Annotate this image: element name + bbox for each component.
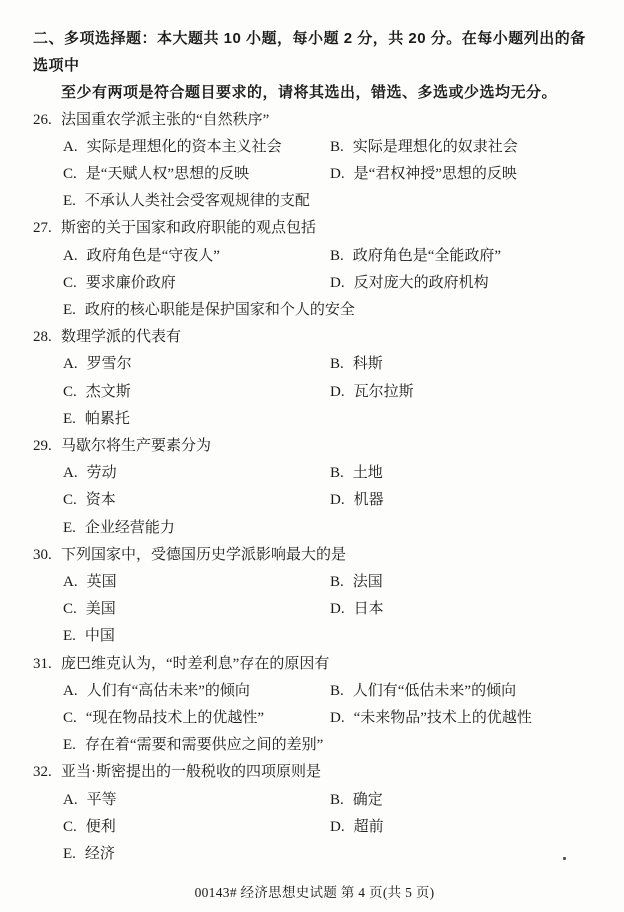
- option-label: A.: [63, 574, 78, 591]
- option-label: B.: [330, 138, 344, 155]
- option-label: B.: [330, 791, 344, 808]
- option-text: 平等: [86, 791, 117, 808]
- scan-artifact-dot: [563, 857, 566, 860]
- option-30-B: [330, 569, 596, 596]
- option-label: A.: [63, 682, 78, 699]
- option-text: 土地: [352, 465, 383, 482]
- option-text: 反对庞大的政府机构: [353, 274, 489, 291]
- option-text: 便利: [85, 818, 116, 835]
- option-text: 美国: [85, 601, 116, 618]
- option-label: E.: [63, 846, 76, 863]
- option-text: 要求廉价政府: [85, 274, 176, 291]
- option-label: C.: [63, 274, 77, 291]
- question-30: [33, 542, 596, 651]
- option-27-A: [63, 243, 330, 270]
- option-text: 资本: [85, 492, 116, 509]
- option-31-E: [63, 732, 596, 759]
- option-text: “现在物品技术上的优越性”: [85, 710, 265, 727]
- option-label: A.: [63, 138, 78, 155]
- option-28-D: [330, 379, 596, 406]
- option-28-B: [330, 351, 596, 378]
- option-label: D.: [330, 166, 345, 183]
- option-26-D: [330, 161, 596, 188]
- option-text: 企业经营能力: [84, 519, 175, 536]
- option-text: 是“天赋人权”思想的反映: [85, 166, 250, 183]
- option-29-B: [330, 460, 596, 487]
- option-label: E.: [63, 519, 76, 536]
- question-stem: 斯密的关于国家和政府职能的观点包括: [61, 220, 317, 237]
- option-text: 确定: [352, 791, 383, 808]
- option-text: 是“君权神授”思想的反映: [353, 166, 517, 183]
- option-text: “未来物品”技术上的优越性: [353, 710, 532, 727]
- question-number: 32.: [33, 764, 52, 781]
- option-label: C.: [63, 383, 77, 400]
- option-label: B.: [330, 356, 344, 373]
- option-text: 实际是理想化的资本主义社会: [86, 138, 282, 155]
- question-number: 29.: [33, 438, 52, 455]
- option-32-A: [63, 787, 330, 814]
- option-text: 不承认人类社会受客观规律的支配: [84, 193, 310, 210]
- question-28: [33, 324, 596, 433]
- option-29-C: [63, 487, 330, 514]
- option-text: 法国: [352, 574, 383, 591]
- option-31-C: [63, 705, 330, 732]
- question-stem: 下列国家中，受德国历史学派影响最大的是: [61, 546, 347, 563]
- option-29-D: [330, 487, 596, 514]
- option-text: 机器: [353, 492, 384, 509]
- question-number: 27.: [33, 220, 52, 237]
- option-label: C.: [63, 710, 77, 727]
- option-text: 杰文斯: [85, 383, 131, 400]
- option-26-A: [63, 134, 330, 161]
- question-27: [33, 215, 596, 324]
- option-30-C: [63, 596, 330, 623]
- option-label: A.: [63, 356, 78, 373]
- option-26-B: [330, 134, 596, 161]
- option-text: 实际是理想化的奴隶社会: [352, 138, 518, 155]
- option-label: C.: [63, 166, 77, 183]
- question-stem: 马歇尔将生产要素分为: [61, 438, 212, 455]
- question-stem: 法国重农学派主张的“自然秩序”: [61, 111, 270, 128]
- option-31-D: [330, 705, 596, 732]
- option-30-E: [63, 623, 596, 650]
- option-28-E: [63, 406, 596, 433]
- option-32-B: [330, 787, 596, 814]
- option-label: B.: [330, 574, 344, 591]
- option-text: 罗雪尔: [86, 356, 132, 373]
- option-text: 经济: [84, 846, 115, 863]
- option-label: C.: [63, 492, 77, 509]
- option-label: E.: [63, 193, 76, 210]
- option-29-A: [63, 460, 330, 487]
- option-text: 人们有“高估未来”的倾向: [86, 682, 250, 699]
- option-label: E.: [63, 628, 76, 645]
- option-label: D.: [330, 274, 345, 291]
- option-label: E.: [63, 302, 76, 319]
- option-label: A.: [63, 791, 78, 808]
- option-label: E.: [63, 737, 76, 754]
- option-text: 劳动: [86, 465, 117, 482]
- option-29-E: [63, 515, 596, 542]
- option-label: D.: [330, 383, 345, 400]
- option-label: B.: [330, 465, 344, 482]
- section-header-line2: 至少有两项是符合题目要求的，请将其选出，错选、多选或少选均无分。: [61, 84, 558, 102]
- question-stem: 庞巴维克认为，“时差利息”存在的原因有: [61, 655, 330, 672]
- option-28-A: [63, 351, 330, 378]
- option-label: C.: [63, 818, 77, 835]
- option-label: D.: [330, 492, 345, 509]
- option-text: 瓦尔拉斯: [353, 383, 414, 400]
- option-label: D.: [330, 818, 345, 835]
- option-31-B: [330, 678, 596, 705]
- section-header-line1: 二、多项选择题：本大题共 10 小题，每小题 2 分，共 20 分。在每小题列出的备选项中: [33, 30, 586, 75]
- option-27-C: [63, 270, 330, 297]
- option-30-A: [63, 569, 330, 596]
- option-31-A: [63, 678, 330, 705]
- question-stem: 亚当·斯密提出的一般税收的四项原则是: [61, 764, 321, 781]
- question-number: 26.: [33, 111, 52, 128]
- option-text: 政府角色是“全能政府”: [352, 247, 502, 264]
- question-26: [33, 107, 596, 216]
- option-32-D: [330, 814, 596, 841]
- question-number: 31.: [33, 655, 52, 672]
- option-text: 英国: [86, 574, 117, 591]
- option-32-C: [63, 814, 330, 841]
- option-label: A.: [63, 247, 78, 264]
- option-text: 超前: [353, 818, 384, 835]
- option-27-B: [330, 243, 596, 270]
- option-text: 中国: [84, 628, 115, 645]
- question-stem: 数理学派的代表有: [61, 329, 182, 346]
- option-27-E: [63, 297, 596, 324]
- question-32: [33, 759, 596, 868]
- option-28-C: [63, 379, 330, 406]
- option-32-E: [63, 841, 596, 868]
- option-label: A.: [63, 465, 78, 482]
- option-text: 人们有“低估未来”的倾向: [352, 682, 517, 699]
- option-26-E: [63, 188, 596, 215]
- option-label: D.: [330, 710, 345, 727]
- option-text: 科斯: [352, 356, 383, 373]
- question-number: 28.: [33, 329, 52, 346]
- option-26-C: [63, 161, 330, 188]
- page-footer: 00143# 经济思想史试题 第 4 页(共 5 页): [194, 885, 435, 901]
- option-label: D.: [330, 601, 345, 618]
- option-label: C.: [63, 601, 77, 618]
- question-31: [33, 651, 596, 760]
- option-text: 日本: [353, 601, 384, 618]
- option-label: B.: [330, 682, 344, 699]
- option-text: 政府的核心职能是保护国家和个人的安全: [84, 302, 355, 319]
- option-text: 政府角色是“守夜人”: [86, 247, 220, 264]
- option-30-D: [330, 596, 596, 623]
- option-text: 存在着“需要和需要供应之间的差别”: [84, 737, 324, 754]
- option-27-D: [330, 270, 596, 297]
- question-29: [33, 433, 596, 542]
- option-label: B.: [330, 247, 344, 264]
- option-text: 帕累托: [84, 410, 130, 427]
- question-number: 30.: [33, 546, 52, 563]
- option-label: E.: [63, 410, 76, 427]
